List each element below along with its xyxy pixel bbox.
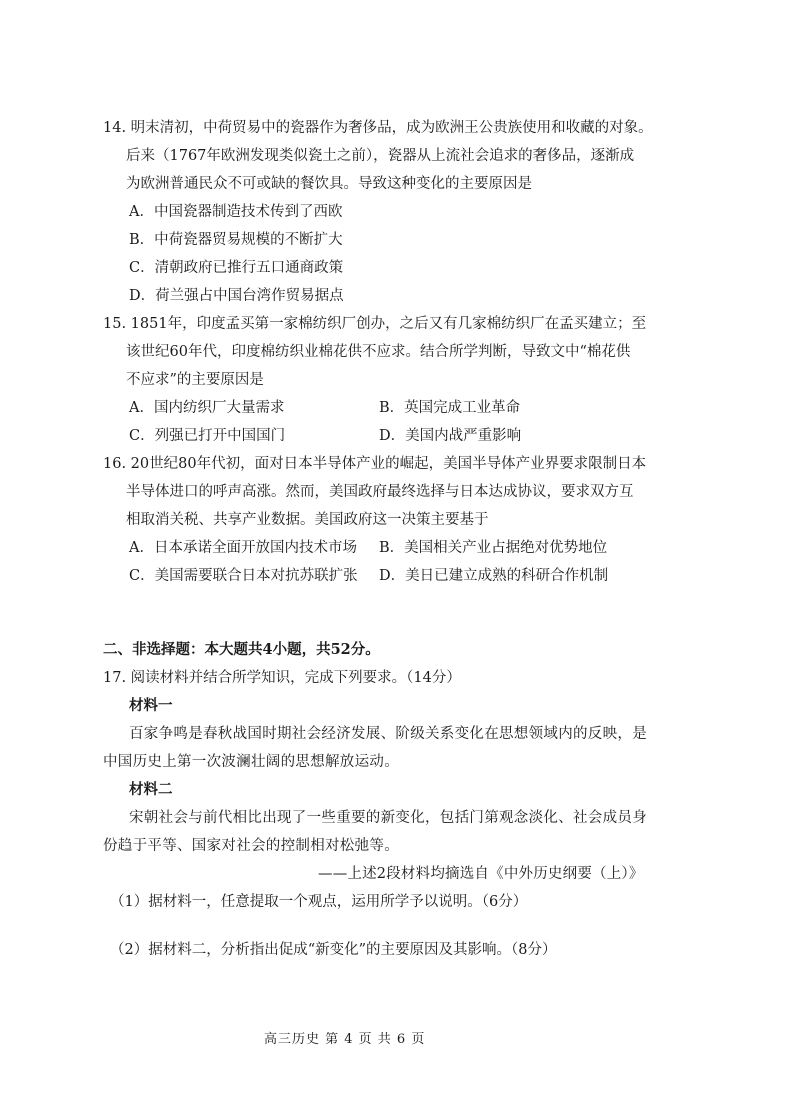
section-heading: 二、非选择题：本大题共4小题，共52分。 <box>103 641 380 658</box>
q17-subquestion-2: （2）据材料二，分析指出促成“新变化”的主要原因及其影响。（8分） <box>110 942 557 958</box>
material-two-line-1: 宋朝社会与前代相比出现了一些重要的新变化，包括门第观念淡化、社会成员身 <box>129 810 647 826</box>
q15-number: 15. <box>103 316 127 332</box>
material-two-line-2: 份趋于平等、国家对社会的控制相对松弛等。 <box>103 838 399 854</box>
q17-subquestion-1: （1）据材料一，任意提取一个观点，运用所学予以说明。（6分） <box>110 894 528 910</box>
q16-option-b: B．美国相关产业占据绝对优势地位 <box>379 540 608 556</box>
q16-stem-line-2: 半导体进口的呼声高涨。然而，美国政府最终选择与日本达成协议，要求双方互 <box>126 484 634 500</box>
q14-option-d: D．荷兰强占中国台湾作贸易据点 <box>129 288 344 304</box>
q14-option-a: A．中国瓷器制造技术传到了西欧 <box>129 204 343 220</box>
q15-option-c: C．列强已打开中国国门 <box>129 428 286 444</box>
q14-option-c: C．清朝政府已推行五口通商政策 <box>129 260 344 276</box>
q16-number: 16. <box>103 456 127 472</box>
q16-option-c: C．美国需要联合日本对抗苏联扩张 <box>129 568 358 584</box>
q15-option-d: D．美国内战严重影响 <box>379 428 522 444</box>
material-two-title: 材料二 <box>129 781 173 798</box>
q15-stem-line-1: 15. 1851年，印度孟买第一家棉纺织厂创办，之后又有几家棉纺织厂在孟买建立；至 <box>103 316 647 332</box>
material-one-title: 材料一 <box>129 697 173 714</box>
q15-option-a: A．国内纺织厂大量需求 <box>129 400 285 416</box>
material-one-line-1: 百家争鸣是春秋战国时期社会经济发展、阶级关系变化在思想领域内的反映，是 <box>129 726 647 742</box>
q14-stem-line-2: 后来（1767年欧洲发现类似瓷土之前），瓷器从上流社会追求的奢侈品，逐渐成 <box>126 148 635 164</box>
q16-option-a: A．日本承诺全面开放国内技术市场 <box>129 540 357 556</box>
q17-stem: 17. 阅读材料并结合所学知识，完成下列要求。（14分） <box>103 670 461 686</box>
material-source: ——上述2段材料均摘选自《中外历史纲要（上）》 <box>318 866 644 882</box>
q14-stem-line-1: 14. 明末清初，中荷贸易中的瓷器作为奢侈品，成为欧洲王公贵族使用和收藏的对象。 <box>103 120 653 136</box>
q14-option-b: B．中荷瓷器贸易规模的不断扩大 <box>129 232 343 248</box>
q15-stem-line-3: 不应求”的主要原因是 <box>126 372 264 388</box>
q14-number: 14. <box>103 120 127 136</box>
q15-stem-line-2: 该世纪60年代，印度棉纺织业棉花供不应求。结合所学判断，导致文中“棉花供 <box>126 344 631 360</box>
q16-stem-line-1: 16. 20世纪80年代初，面对日本半导体产业的崛起，美国半导体产业界要求限制日本 <box>103 456 647 472</box>
page-footer: 高三历史 第 4 页 共 6 页 <box>264 1032 426 1047</box>
q17-number: 17. <box>103 670 127 686</box>
q16-stem-line-3: 相取消关税、共享产业数据。美国政府这一决策主要基于 <box>126 512 489 528</box>
q14-stem-line-3: 为欧洲普通民众不可或缺的餐饮具。导致这种变化的主要原因是 <box>126 176 532 192</box>
material-one-line-2: 中国历史上第一次波澜壮阔的思想解放运动。 <box>103 754 399 770</box>
q15-option-b: B．英国完成工业革命 <box>379 400 521 416</box>
q16-option-d: D．美日已建立成熟的科研合作机制 <box>379 568 609 584</box>
